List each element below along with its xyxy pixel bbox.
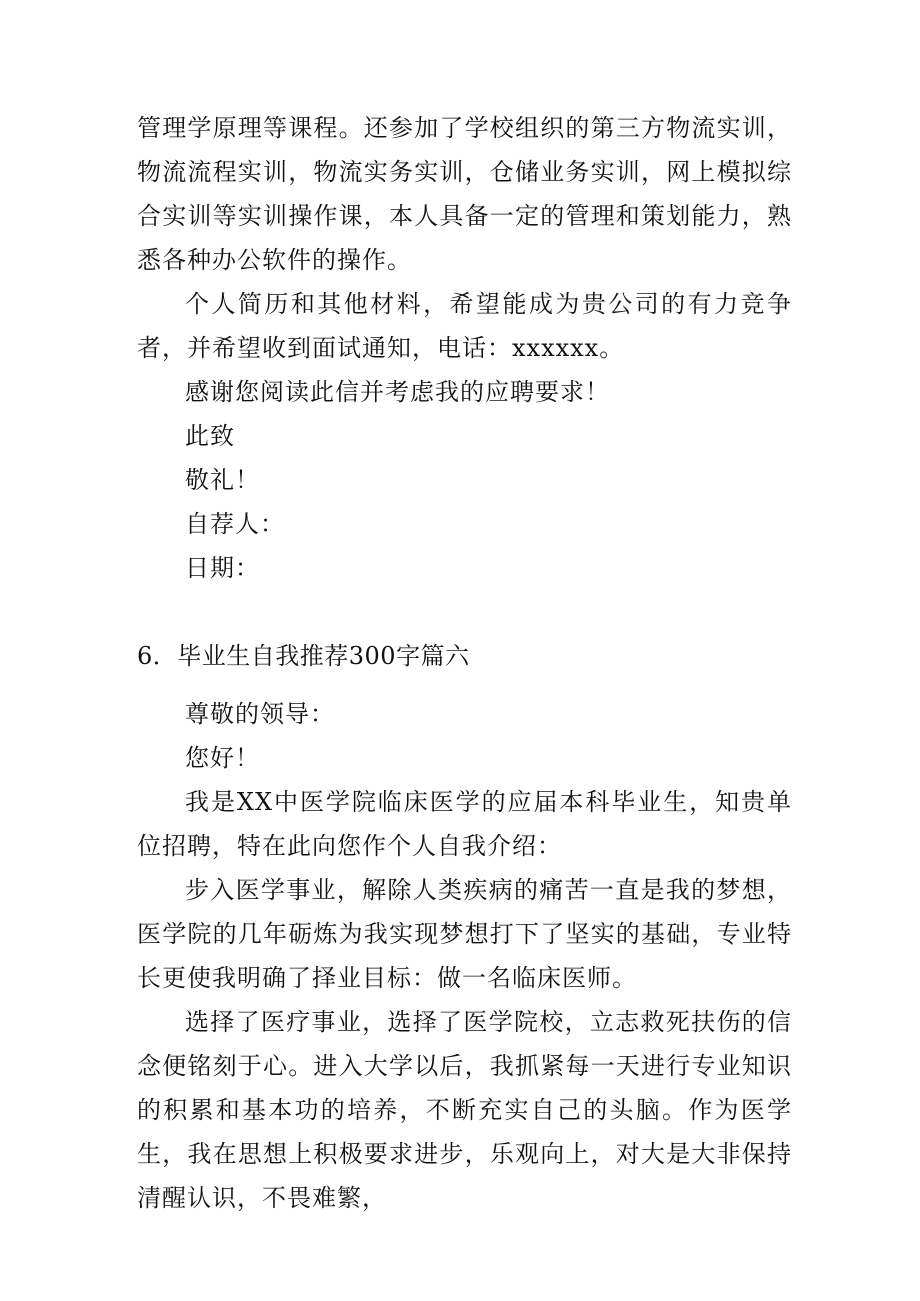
paragraph-intro: 我是XX中医学院临床医学的应届本科毕业生，知贵单位招聘，特在此向您作个人自我介绍：	[137, 788, 792, 860]
salutation: 尊敬的领导：	[185, 700, 335, 728]
signature-label: 自荐人：	[185, 510, 285, 538]
closing-line-1: 此致	[185, 422, 235, 450]
paragraph-courses: 管理学原理等课程。还参加了学校组织的第三方物流实训，物流流程实训，物流实务实训，仓储业务实训，网上模拟综合实训等实训操作课，本人具备一定的管理和策划能力，熟悉各种办公软件的操作。	[137, 114, 792, 274]
paragraph-materials: 个人简历和其他材料，希望能成为贵公司的有力竞争者，并希望收到面试通知，电话：xxxxxx。	[137, 290, 792, 362]
closing-line-2: 敬礼！	[185, 466, 260, 494]
section-heading: 6．毕业生自我推荐300字篇六	[137, 642, 470, 670]
greeting: 您好！	[185, 744, 260, 772]
date-label: 日期：	[185, 554, 260, 582]
paragraph-career: 选择了医疗事业，选择了医学院校，立志救死扶伤的信念便铭刻于心。进入大学以后，我抓紧每一天进行专业知识的积累和基本功的培养，不断充实自己的头脑。作为医学生，我在思想上积极要求进步，乐观向上，对大是大非保持清醒认识，不畏难繁，	[137, 1008, 792, 1212]
thanks-line: 感谢您阅读此信并考虑我的应聘要求！	[185, 378, 610, 406]
paragraph-dream: 步入医学事业，解除人类疾病的痛苦一直是我的梦想，医学院的几年砺炼为我实现梦想打下了坚实的基础，专业特长更使我明确了择业目标：做一名临床医师。	[137, 876, 792, 992]
